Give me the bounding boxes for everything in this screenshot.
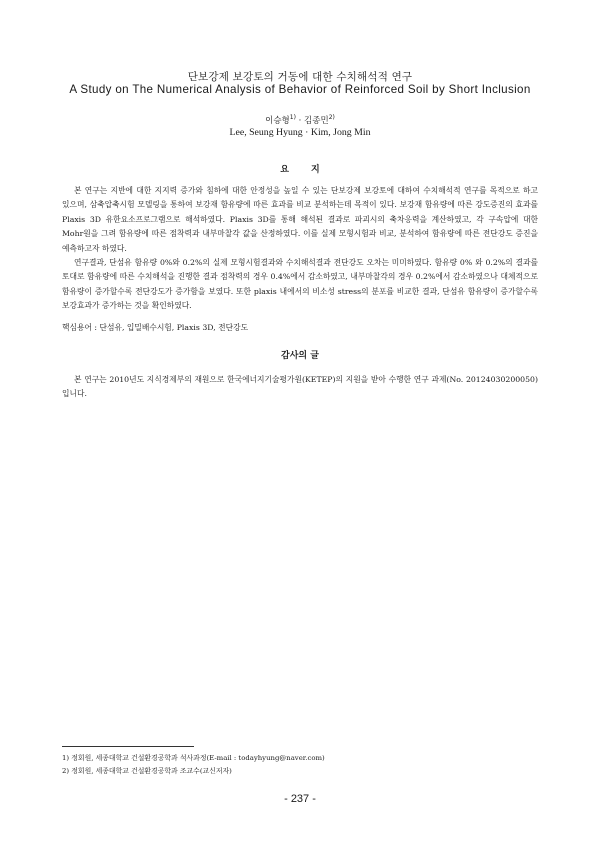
footnote-item: 1) 정회원, 세종대학교 건설환경공학과 석사과정(E-mail : todayhyung@naver.com) <box>62 754 325 762</box>
acknowledgement-body <box>62 373 538 402</box>
author-first: 이승형 <box>265 116 290 126</box>
keywords: 핵심용어 : 단섬유, 입밀배수시험, Plaxis 3D, 전단강도 <box>62 323 249 332</box>
author-separator: · <box>295 116 305 126</box>
abstract-body <box>62 184 538 314</box>
author-first-footnote-mark: 1) <box>289 114 296 122</box>
footnote-divider <box>62 746 194 747</box>
abstract-heading: 요지 <box>280 165 342 175</box>
abstract-paragraph: 본 연구는 지반에 대한 지지력 증가와 침하에 대한 안정성을 높일 수 있는 단보강제 보강토에 대하여 수치해석적 연구를 목적으로 하고 있으며, 삼축압축시험 모델링을 통하여 보강재 함유량에 따른 효과를 비교 분석하는데 목적이 있다. 보강재 함유량에 따른 강도증진의 효과를 Plaxis 3D 유한요소프로그램으로 해석하였다. Plaxis 3D를 통해 해석된 결과로 파괴시의 축차응력을 계산하였고, 각 구속압에 대한 Mohr원을 그려 함유량에 따른 점착력과 내부마찰각 값을 산정하였다. 이를 실제 모형시험과 비교, 분석하여 함유량에 따른 전단강도 증진을 예측하고자 하였다. <box>62 186 538 253</box>
authors-english: Lee, Seung Hyung · Kim, Jong Min <box>229 127 371 138</box>
page-number: - 237 - <box>284 793 316 805</box>
authors-korean <box>0 114 600 126</box>
title-english: A Study on The Numerical Analysis of Behavior of Reinforced Soil by Short Inclusion <box>69 83 531 96</box>
author-second: 김종민 <box>304 116 329 126</box>
acknowledgement-paragraph: 본 연구는 2010년도 지식경제부의 재원으로 한국에너지기술평가원(KETEP)의 지원을 받아 수행한 연구 과제(No. 20124030200050)입니다. <box>62 375 538 399</box>
footnotes <box>62 752 538 777</box>
acknowledgement-heading: 감사의 글 <box>281 351 319 361</box>
footnote-item: 2) 정회원, 세종대학교 건설환경공학과 조교수(교신저자) <box>62 766 232 775</box>
author-second-footnote-mark: 2) <box>328 114 335 122</box>
title-korean: 단보강제 보강토의 거동에 대한 수치해석적 연구 <box>187 71 413 83</box>
abstract-paragraph: 연구결과, 단섬유 함유량 0%와 0.2%의 실제 모형시험결과와 수치해석결과 전단강도 오차는 미미하였다. 함유량 0% 와 0.2%의 결과를 토대로 함유량에 따른 수치해석을 진행한 결과 점착력의 경우 0.4%에서 감소하였고, 내부마찰각의 경우 0.2%에서 감소하였으나 대체적으로 함유량이 증가할수록 전단강도가 증가함을 보였다. 또한 plaxis 내에서의 비소성 stress의 분포를 비교한 결과, 단섬유 함유량이 증가할수록 보강효과가 증가하는 것을 확인하였다. <box>62 258 538 311</box>
